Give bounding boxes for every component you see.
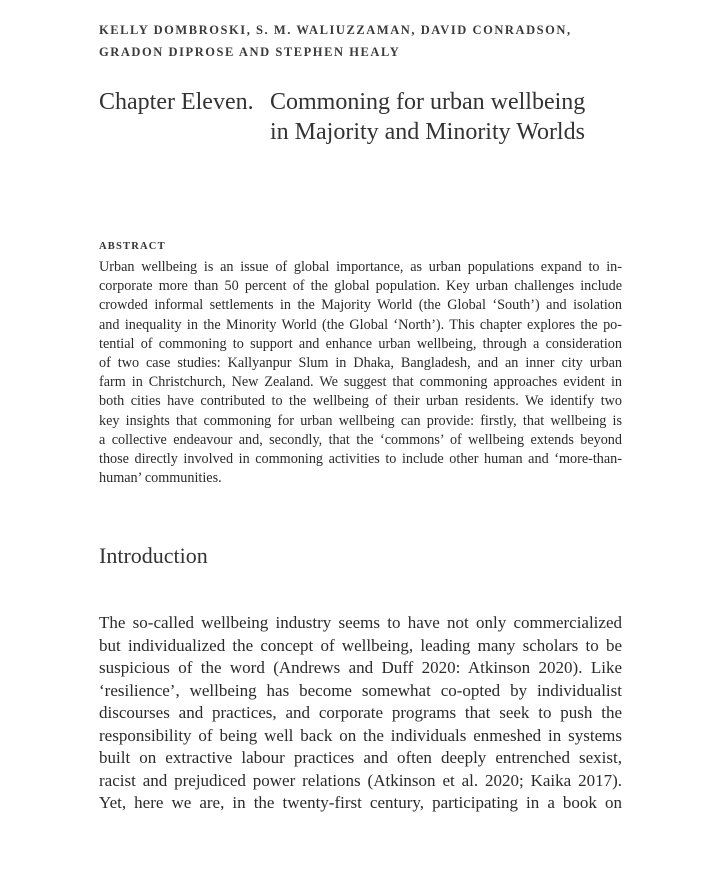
text-line: a collective endeavour and, secondly, that the ‘commons’ of wellbeing extends beyond: [99, 431, 622, 448]
abstract-label: ABSTRACT: [99, 241, 166, 252]
authors-line: KELLY DOMBROSKI, S. M. WALIUZZAMAN, DAVID CONRADSON,: [99, 23, 572, 37]
text-line: Yet, here we are, in the twenty-first century, participating in a book on: [99, 793, 622, 812]
text-line: key insights that commoning for urban wellbeing can provide: firstly, that wellbeing is: [99, 412, 622, 429]
authors-line: GRADON DIPROSE AND STEPHEN HEALY: [99, 45, 401, 59]
text-line: but individualized the concept of wellbeing, leading many scholars to be: [99, 635, 622, 655]
text-line: built on extractive labour practices and often deeply entrenched sexist,: [99, 748, 622, 767]
text-line: farm in Christchurch, New Zealand. We suggest that commoning approaches evident in: [99, 374, 622, 391]
chapter-label: Chapter Eleven.: [99, 89, 254, 115]
text-line: human’ communities.: [99, 470, 222, 487]
text-line: those directly involved in commoning activities to include other human and ‘more-than-: [99, 451, 622, 468]
text-line: corporate more than 50 percent of the global population. Key urban challenges include: [99, 278, 622, 295]
title-line: in Majority and Minority Worlds: [270, 119, 585, 145]
text-line: responsibility of being well back on the individuals enmeshed in systems: [99, 725, 622, 745]
text-line: and inequality in the Minority World (the Global ‘North’). This chapter explores the po-: [99, 316, 622, 333]
text-line: The so-called wellbeing industry seems to have not only commercialized: [99, 613, 622, 632]
text-line: suspicious of the word (Andrews and Duff 2020: Atkinson 2020). Like: [99, 658, 622, 677]
abstract-text: [99, 258, 622, 488]
text-line: ‘resilience’, wellbeing has become somewhat co-opted by individualist: [99, 680, 622, 700]
title-line: Commoning for urban wellbeing: [270, 89, 586, 115]
body-text: [99, 612, 622, 815]
text-line: racist and prejudiced power relations (Atkinson et al. 2020; Kaika 2017).: [99, 770, 622, 790]
text-line: discourses and practices, and corporate programs that seek to push the: [99, 703, 622, 722]
text-line: of two case studies: Kallyanpur Slum in Dhaka, Bangladesh, and an inner city urban: [99, 355, 622, 372]
text-line: Urban wellbeing is an issue of global importance, as urban populations expand to in-: [99, 259, 622, 275]
text-line: both cities have contributed to the wellbeing of their urban residents. We identify two: [99, 393, 622, 410]
text-line: tential of commoning to support and enhance urban wellbeing, through a consideration: [99, 335, 622, 352]
text-line: crowded informal settlements in the Majority World (the Global ‘South’) and isolation: [99, 297, 622, 314]
chapter-authors: [99, 19, 623, 63]
section-heading-introduction: Introduction: [99, 543, 208, 568]
